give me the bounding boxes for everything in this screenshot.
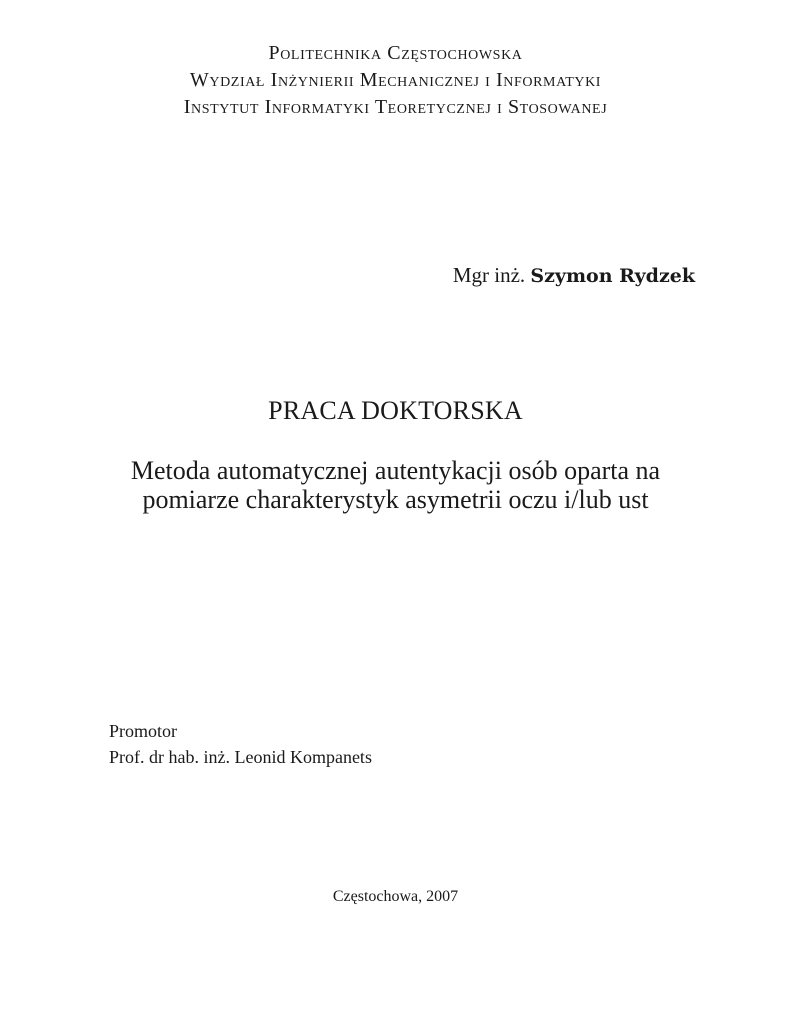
author-name: Szymon Rydzek — [530, 265, 695, 287]
thesis-title-line-1: Metoda automatycznej autentykacji osób oparta na — [130, 456, 661, 485]
faculty-name: Wydział Inżynierii Mechanicznej i Informatyki — [189, 69, 602, 91]
thesis-title-line-2: pomiarze charakterystyk asymetrii oczu i/lub ust — [142, 485, 649, 514]
place-and-year: Częstochowa, 2007 — [332, 888, 459, 905]
university-name: Politechnika Częstochowska — [268, 42, 523, 64]
author-degree: Mgr inż. — [452, 263, 526, 287]
supervisor-name: Prof. dr hab. inż. Leonid Kompanets — [109, 747, 372, 767]
supervisor-label: Promotor — [109, 721, 178, 741]
author-line — [453, 261, 695, 290]
institute-name: Instytut Informatyki Teoretycznej i Stosowanej — [183, 96, 608, 118]
thesis-type-heading: PRACA DOKTORSKA — [268, 396, 523, 425]
